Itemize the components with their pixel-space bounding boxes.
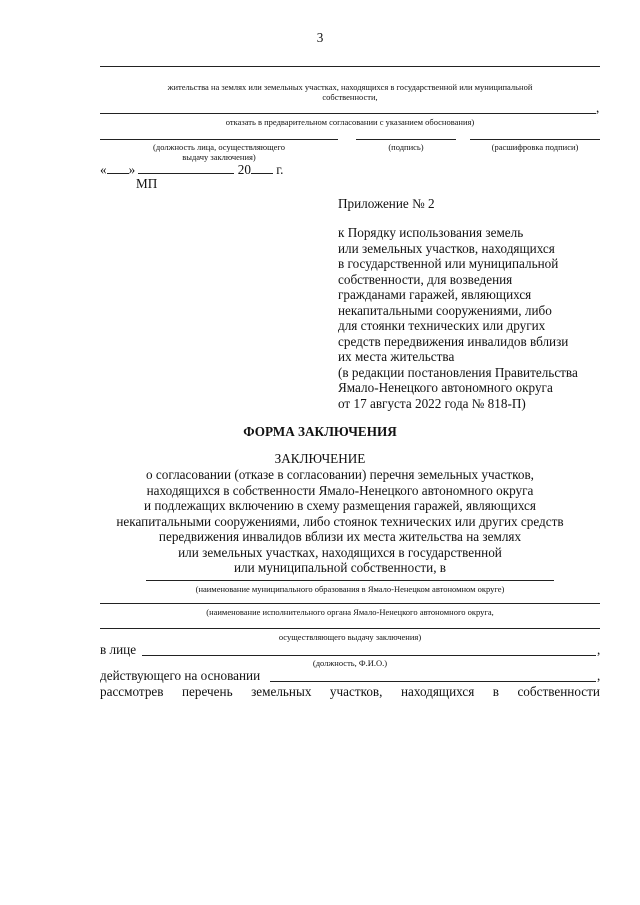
decoding-caption: (расшифровка подписи) — [491, 142, 579, 152]
municipality-caption: (наименование муниципального образования в Ямало-Ненецком автономном округе) — [195, 584, 505, 594]
appendix-line: гражданами гаражей, являющихся — [338, 287, 532, 302]
appendix-text — [338, 225, 628, 411]
in-person-comma: , — [597, 642, 601, 657]
last-line-word: перечень — [182, 684, 233, 699]
last-line-word: участков, — [329, 684, 383, 699]
conclusion-text — [60, 467, 620, 576]
appendix-line: или земельных участков, находящихся — [338, 240, 555, 256]
last-line — [100, 684, 600, 700]
signature-caption: (подпись) — [388, 142, 424, 152]
in-person-label: в лице — [100, 642, 137, 657]
last-line-word: рассмотрев — [100, 684, 164, 699]
caption-residence: жительства на землях или земельных участках, находящихся в государственной или муниципальной собственности, — [167, 82, 533, 102]
stamp-label: МП — [136, 176, 158, 191]
appendix-line: средств передвижения инвалидов вблизи — [338, 333, 569, 349]
trailing-comma: , — [596, 100, 600, 115]
appendix-line: собственности, для возведения — [338, 271, 513, 287]
signature-line — [356, 139, 456, 140]
decoding-line — [470, 139, 600, 140]
position-name-caption: (должность, Ф.И.О.) — [312, 658, 388, 668]
conclusion-line: и подлежащих включению в схему размещения гаражей, являющихся — [144, 498, 536, 513]
last-line-word: находящихся — [400, 684, 475, 699]
appendix-line: Ямало-Ненецкого автономного округа — [338, 380, 553, 395]
appendix-line: (в редакции постановления Правительства — [338, 364, 578, 380]
date-close-quote: » — [128, 162, 136, 177]
date-year-prefix: 20 — [237, 162, 251, 177]
last-line-word: земельных — [251, 684, 312, 699]
appendix-line: их места жительства — [338, 349, 455, 364]
top-rule-1 — [100, 66, 600, 67]
organ-caption-2: осуществляющего выдачу заключения) — [278, 632, 422, 642]
acting-line — [270, 681, 596, 682]
organ-line-2 — [100, 628, 600, 629]
position-caption: (должность лица, осуществляющего выдачу заключения) — [153, 142, 285, 162]
conclusion-line: некапитальными сооружениями, либо стоянок технических или других средств — [116, 513, 564, 529]
conclusion-line: о согласовании (отказе в согласовании) перечня земельных участков, — [146, 467, 534, 482]
top-rule-2 — [100, 113, 596, 114]
appendix-line: от 17 августа 2022 года № 818-П) — [338, 395, 526, 411]
organ-caption: (наименование исполнительного органа Ямало-Ненецкого автономного округа, — [206, 607, 494, 617]
position-line — [100, 139, 338, 140]
caption-refusal: отказать в предварительном согласовании с указанием обоснования) — [225, 117, 475, 127]
conclusion-line: или муниципальной собственности, в — [233, 560, 447, 575]
date-year-suffix: г. — [276, 162, 284, 177]
date-open-quote: « — [100, 162, 107, 177]
last-line-word: собственности — [517, 684, 600, 699]
conclusion-title: ЗАКЛЮЧЕНИЕ — [274, 451, 366, 466]
conclusion-line: находящихся в собственности Ямало-Ненецкого автономного округа — [146, 482, 534, 498]
appendix-line: в государственной или муниципальной — [338, 256, 559, 271]
conclusion-line: передвижения инвалидов вблизи их места жительства на землях — [158, 529, 522, 544]
form-heading: ФОРМА ЗАКЛЮЧЕНИЯ — [243, 424, 397, 439]
appendix-title: Приложение № 2 — [338, 196, 435, 211]
acting-comma: , — [597, 668, 601, 683]
appendix-line: для стоянки технических или других — [338, 318, 546, 333]
appendix-line: к Порядку использования земель — [338, 225, 524, 240]
last-line-word: в — [492, 684, 499, 699]
appendix-line: некапитальными сооружениями, либо — [338, 302, 552, 318]
conclusion-line: или земельных участках, находящихся в государственной — [178, 544, 502, 560]
page-number: 3 — [316, 30, 324, 45]
municipality-line — [146, 580, 554, 581]
organ-line — [100, 603, 600, 604]
acting-label: действующего на основании — [100, 668, 261, 683]
in-person-line — [142, 655, 596, 656]
